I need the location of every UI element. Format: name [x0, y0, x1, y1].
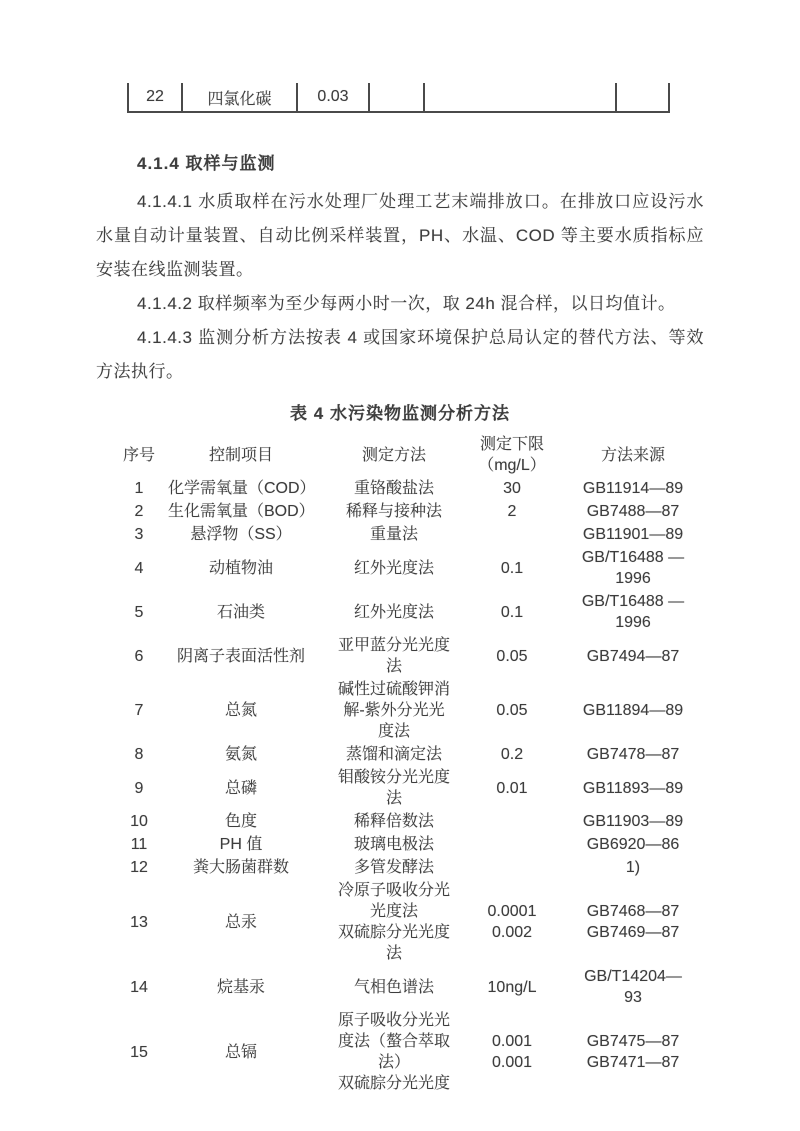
cell-item-line: 氨氮 [224, 746, 257, 763]
cell-item [168, 965, 314, 1009]
cell-limit-line: 0.1 [500, 559, 524, 577]
table-row [110, 678, 716, 743]
cell-limit-line: 0.01 [496, 779, 528, 797]
cell-source-line: GB11901—89 [582, 526, 684, 543]
cell-method-line: 稀释与接种法 [345, 503, 442, 520]
cell-no-line: 5 [134, 603, 144, 621]
cell-source [550, 523, 716, 546]
cell-item-line: 悬浮物（SS） [190, 526, 292, 543]
cell-no-line: 7 [134, 702, 144, 719]
cell-no-line: 4 [134, 559, 144, 577]
table-row [110, 965, 716, 1009]
table-title: 表 4 水污染物监测分析方法 [290, 404, 510, 423]
cell-method-line: 法 [385, 790, 402, 807]
table-row [110, 879, 716, 965]
cell-source-line: GB7468—87 [586, 903, 680, 920]
cell-method [314, 810, 474, 833]
cell-no [110, 833, 168, 856]
section-heading: 4.1.4 取样与监测 [137, 154, 276, 173]
cell-limit-line: 0.05 [496, 702, 528, 719]
table-header-row [110, 433, 716, 477]
cell-source [550, 1009, 716, 1095]
cell-method [314, 743, 474, 766]
cell-method-line: 度法 [377, 723, 410, 740]
cell-limit-line: 0.002 [491, 924, 533, 941]
header-cell-line: 测定方法 [361, 446, 426, 464]
cell-method-line: 重量法 [369, 526, 418, 543]
cell-item [168, 678, 314, 743]
header-cell [550, 433, 716, 477]
table-row [110, 856, 716, 879]
cell-limit-line: 0.0001 [487, 903, 537, 920]
cell-no-line: 13 [130, 913, 148, 931]
cell-method-line: 气相色谱法 [353, 978, 434, 996]
table-row [110, 500, 716, 523]
paragraph-4-1-4-1: 4.1.4.1 水质取样在污水处理厂处理工艺末端排放口。在排放口应设污水水量自动计量装置、自动比例采样装置，PH、水温、COD 等主要水质指标应安装在线监测装置。 [96, 192, 704, 279]
cell-limit [474, 590, 550, 634]
table-row [110, 766, 716, 810]
cell-method [314, 1009, 474, 1095]
cell-no-line: 8 [134, 746, 144, 763]
cell-item [168, 634, 314, 678]
header-cell [474, 433, 550, 477]
cell-no [110, 634, 168, 678]
cell-item-line: 总磷 [224, 779, 257, 797]
cell-item [168, 810, 314, 833]
cell-source-line: GB/T16488 — [581, 549, 685, 566]
cell-item-line: PH 值 [219, 836, 263, 853]
cell-item-line: 粪大肠菌群数 [192, 859, 289, 876]
cell-limit-line: 0.2 [500, 746, 524, 763]
cell-method-line: 解-紫外分光光 [343, 702, 445, 719]
table-body [110, 477, 716, 1095]
cell-method [314, 833, 474, 856]
cell-method-line: 稀释倍数法 [353, 813, 434, 830]
cell-source [550, 766, 716, 810]
header-cell-line: 控制项目 [208, 446, 273, 464]
cell-no-line: 3 [134, 526, 144, 543]
cell-no-line: 12 [130, 859, 148, 876]
previous-table-fragment [127, 83, 670, 113]
cell-method [314, 500, 474, 523]
cell-method [314, 766, 474, 810]
cell-no [110, 1009, 168, 1095]
cell-method-line: 双硫腙分光光度 [337, 1075, 450, 1092]
cell-item-line: 烷基汞 [216, 978, 265, 996]
cell-limit [474, 833, 550, 856]
cell-method-line: 玻璃电极法 [353, 836, 434, 853]
table-row [110, 833, 716, 856]
header-cell-line: 方法来源 [600, 446, 665, 464]
cell-no-line: 9 [134, 779, 144, 797]
fragment-cell [424, 83, 616, 112]
cell-item [168, 833, 314, 856]
cell-method-line: 法 [385, 658, 402, 675]
cell-item [168, 500, 314, 523]
cell-limit [474, 810, 550, 833]
cell-item-line: 总氮 [224, 702, 257, 719]
fragment-cell-line: 四氯化碳 [207, 90, 272, 108]
cell-source-line: GB7475—87 [586, 1033, 680, 1050]
fragment-cell [297, 83, 369, 112]
cell-no-line: 1 [134, 480, 144, 497]
cell-source-line: GB11914—89 [582, 480, 684, 497]
cell-no-line: 2 [134, 503, 144, 520]
cell-method-line: 钼酸铵分光光度 [337, 769, 450, 786]
cell-source [550, 634, 716, 678]
cell-limit [474, 678, 550, 743]
cell-source-line: GB/T14204— [584, 968, 682, 985]
header-cell [314, 433, 474, 477]
cell-item [168, 590, 314, 634]
cell-limit-line: 0.1 [500, 603, 524, 621]
cell-source-line: GB11903—89 [582, 813, 684, 830]
cell-limit [474, 856, 550, 879]
cell-limit [474, 523, 550, 546]
cell-limit-line: 0.05 [496, 647, 528, 665]
table-row [110, 546, 716, 590]
cell-item-line: 色度 [224, 813, 257, 830]
cell-limit-line: 2 [507, 503, 517, 520]
cell-item-line: 动植物油 [208, 559, 273, 577]
cell-limit [474, 965, 550, 1009]
cell-limit [474, 879, 550, 965]
cell-no [110, 810, 168, 833]
cell-source [550, 590, 716, 634]
cell-limit-line: 0.001 [491, 1033, 533, 1050]
fragment-cell [182, 83, 297, 112]
cell-method [314, 634, 474, 678]
fragment-cell-line: 22 [146, 88, 164, 105]
cell-item [168, 546, 314, 590]
cell-source-line: GB11894—89 [582, 702, 684, 719]
cell-source-line: GB7469—87 [586, 924, 680, 941]
cell-method [314, 856, 474, 879]
cell-source [550, 879, 716, 965]
cell-method [314, 678, 474, 743]
cell-source [550, 743, 716, 766]
cell-source [550, 856, 716, 879]
paragraph-4-1-4-3: 4.1.4.3 监测分析方法按表 4 或国家环境保护总局认定的替代方法、等效方法执行。 [96, 328, 704, 381]
cell-no-line: 10 [130, 813, 148, 830]
cell-no [110, 500, 168, 523]
cell-source-line: 1996 [615, 614, 651, 631]
table-row [110, 810, 716, 833]
header-cell-line: （mg/L） [478, 457, 546, 474]
cell-item-line: 生化需氧量（BOD） [168, 503, 315, 520]
cell-no-line: 15 [130, 1043, 148, 1061]
cell-source-line: GB7488—87 [586, 503, 680, 520]
cell-method-line: 碱性过硫酸钾消 [337, 681, 450, 698]
cell-source [550, 833, 716, 856]
cell-limit-line: 10ng/L [487, 978, 537, 996]
header-cell [168, 433, 314, 477]
cell-item-line: 石油类 [216, 603, 265, 621]
cell-no-line: 6 [134, 647, 144, 665]
cell-no [110, 766, 168, 810]
table-row [110, 1009, 716, 1095]
cell-item-line: 总汞 [224, 913, 257, 931]
header-cell [110, 433, 168, 477]
cell-no [110, 678, 168, 743]
header-cell-line: 测定下限 [479, 436, 544, 453]
cell-method [314, 523, 474, 546]
cell-method [314, 477, 474, 500]
cell-source-line: GB/T16488 — [581, 593, 685, 610]
cell-source-line: GB7494—87 [586, 647, 680, 665]
cell-item-line: 阴离子表面活性剂 [176, 647, 305, 665]
cell-no [110, 590, 168, 634]
cell-no [110, 965, 168, 1009]
cell-method-line: 亚甲蓝分光光度 [337, 637, 450, 654]
table-row [110, 743, 716, 766]
cell-item [168, 1009, 314, 1095]
cell-method-line: 法 [385, 945, 402, 962]
cell-no [110, 477, 168, 500]
cell-method-line: 光度法 [369, 903, 418, 920]
cell-item-line: 化学需氧量（COD） [168, 480, 316, 497]
monitoring-methods-table [110, 433, 716, 1095]
cell-source-line: GB7478—87 [586, 746, 680, 763]
cell-method [314, 965, 474, 1009]
cell-source-line: GB11893—89 [582, 779, 684, 797]
cell-no-line: 11 [130, 836, 148, 853]
cell-source [550, 965, 716, 1009]
cell-limit [474, 743, 550, 766]
cell-method-line: 度法（螯合萃取 [337, 1033, 450, 1050]
cell-source [550, 500, 716, 523]
cell-item [168, 477, 314, 500]
cell-method-line: 法） [377, 1054, 410, 1071]
cell-source [550, 678, 716, 743]
cell-no [110, 546, 168, 590]
cell-limit [474, 1009, 550, 1095]
table-row [110, 634, 716, 678]
cell-method-line: 重铬酸盐法 [353, 480, 434, 497]
header-cell-line: 序号 [122, 446, 155, 464]
cell-source-line: 93 [624, 989, 642, 1006]
cell-no [110, 856, 168, 879]
cell-limit [474, 500, 550, 523]
cell-limit [474, 766, 550, 810]
cell-method [314, 590, 474, 634]
paragraph-4-1-4-2: 4.1.4.2 取样频率为至少每两小时一次，取 24h 混合样，以日均值计。 [137, 294, 676, 313]
cell-item [168, 879, 314, 965]
fragment-cell-line: 0.03 [317, 88, 349, 105]
cell-item-line: 总镉 [224, 1043, 257, 1061]
cell-method-line: 原子吸收分光光 [337, 1012, 450, 1029]
cell-no [110, 743, 168, 766]
cell-method-line: 蒸馏和滴定法 [345, 746, 442, 763]
cell-source-line: 1) [625, 859, 641, 876]
cell-no [110, 523, 168, 546]
fragment-row [128, 83, 669, 112]
cell-no-line: 14 [130, 978, 148, 996]
cell-method-line: 红外光度法 [353, 603, 434, 621]
cell-no [110, 879, 168, 965]
cell-method-line: 双硫腙分光光度 [337, 924, 450, 941]
fragment-cell [369, 83, 424, 112]
cell-source-line: 1996 [615, 570, 651, 587]
cell-limit [474, 477, 550, 500]
cell-source-line: GB7471—87 [586, 1054, 680, 1071]
cell-source-line: GB6920—86 [586, 836, 680, 853]
cell-method-line: 多管发酵法 [353, 859, 434, 876]
cell-limit-line: 0.001 [491, 1054, 533, 1071]
table-row [110, 523, 716, 546]
cell-source [550, 546, 716, 590]
fragment-cell [616, 83, 669, 112]
table-row [110, 590, 716, 634]
cell-method [314, 879, 474, 965]
cell-method [314, 546, 474, 590]
cell-method-line: 红外光度法 [353, 559, 434, 577]
cell-source [550, 477, 716, 500]
table-row [110, 477, 716, 500]
cell-limit [474, 546, 550, 590]
cell-limit-line: 30 [503, 480, 521, 497]
cell-item [168, 743, 314, 766]
cell-item [168, 856, 314, 879]
cell-limit [474, 634, 550, 678]
cell-item [168, 523, 314, 546]
cell-source [550, 810, 716, 833]
fragment-cell [128, 83, 182, 112]
cell-item [168, 766, 314, 810]
cell-method-line: 冷原子吸收分光 [337, 882, 450, 899]
